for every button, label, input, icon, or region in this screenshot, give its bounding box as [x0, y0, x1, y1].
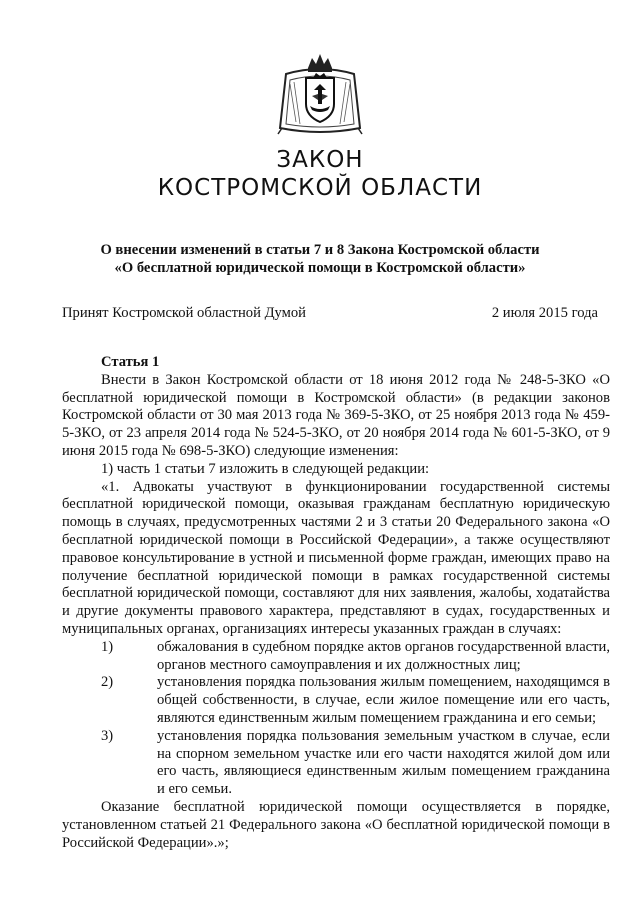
article-intro: Внести в Закон Костромской области от 18 июня 2012 года № 248-5-ЗКО «О бесплатной юридической помощи в Костромской области» (в редакции законов Костромской области от 30 мая 2013 года № 369-5-ЗКО, от 25 ноября 2013 года № 459-5-ЗКО, от 23 апреля 2014 года № 524-5-ЗКО, от 20 ноября 2014 года № 601-5-ЗКО, от 9 июня 2015 года № 698-5-ЗКО) следующие изменения: — [62, 371, 610, 459]
list-item-text: установления порядка пользования жилым помещением, находящимся в общей собственности, в случае, если жилое помещение или его часть, являются единственным жилым помещением гражданина и его семьи; — [157, 674, 610, 726]
list-item-number: 2) — [101, 674, 114, 691]
list-item-text: установления порядка пользования земельным участком в случае, если на спорном земельном участке или его части находятся жилой дом или его часть, являющиеся единственным жилым помещением гражданина и его семьи. — [157, 727, 610, 798]
change-item-1: 1) часть 1 статьи 7 изложить в следующей редакции: — [101, 460, 430, 477]
law-subtitle-line2: «О бесплатной юридической помощи в Костромской области» — [114, 260, 526, 276]
list-item-number: 3) — [101, 727, 114, 744]
adoption-date: 2 июля 2015 года — [491, 305, 598, 321]
law-subtitle-line1: О внесении изменений в статьи 7 и 8 Закона Костромской области — [100, 242, 540, 258]
list-item — [62, 639, 610, 675]
list-item-number: 1) — [101, 638, 114, 655]
article-heading: Статья 1 — [101, 354, 160, 370]
list-item — [62, 674, 610, 727]
list-item-text: обжалования в судебном порядке актов органов государственной власти, органов местного самоуправления и их должностных лиц; — [157, 638, 610, 673]
adopted-by: Принят Костромской областной Думой — [62, 305, 306, 321]
document-body — [62, 354, 610, 852]
list-item — [62, 728, 610, 799]
coat-of-arms-icon — [268, 50, 372, 136]
quoted-paragraph: «1. Адвокаты участвуют в функционировании государственной системы бесплатной юридической помощи, оказывая гражданам бесплатную юридическую помощь в случаях, предусмотренных частями 2 и 3 статьи 20 Федерального закона «О бесплатной юридической помощи в Российской Федерации», а также осуществляют правовое консультирование в устной и письменной форме граждан, имеющих право на получение бесплатной юридической помощи в рамках государственной системы бесплатной юридической помощи, составляют для них заявления, жалобы, ходатайства и другие документы правового характера, представляют в судах, государственных и муниципальных органах, организациях интересы указанных граждан в случаях: — [62, 478, 610, 637]
law-region: КОСТРОМСКОЙ ОБЛАСТИ — [157, 175, 483, 201]
law-title: ЗАКОН — [276, 147, 364, 173]
closing-paragraph: Оказание бесплатной юридической помощи осуществляется в порядке, установленном статьей 21 Федерального закона «О бесплатной юридической помощи в Российской Федерации».»; — [62, 798, 610, 851]
